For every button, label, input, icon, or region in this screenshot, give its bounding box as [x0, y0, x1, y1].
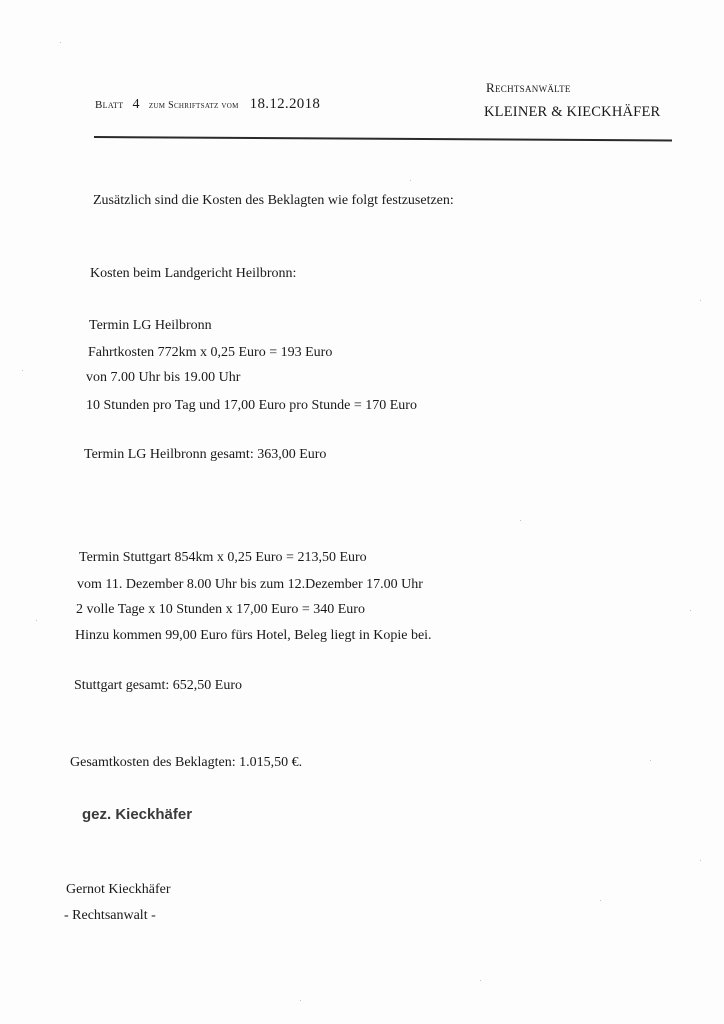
heilbronn-line-2: Fahrtkosten 772km x 0,25 Euro = 193 Euro [88, 345, 333, 360]
reference-label: zum Schriftsatz vom [148, 100, 239, 111]
heilbronn-total: Termin LG Heilbronn gesamt: 363,00 Euro [84, 447, 327, 462]
signature-stamp: gez. Kieckhäfer [82, 806, 193, 823]
stuttgart-line-3: 2 volle Tage x 10 Stunden x 17,00 Euro = 340 Euro [76, 602, 365, 617]
stuttgart-total: Stuttgart gesamt: 652,50 Euro [74, 678, 242, 693]
firm-title: Rechtsanwälte [486, 80, 571, 95]
heilbronn-line-1: Termin LG Heilbronn [89, 318, 212, 333]
stuttgart-line-4: Hinzu kommen 99,00 Euro fürs Hotel, Beleg liegt in Kopie bei. [75, 628, 432, 643]
intro-text: Zusätzlich sind die Kosten des Beklagten wie folgt festzusetzen: [93, 193, 454, 208]
stuttgart-line-1: Termin Stuttgart 854km x 0,25 Euro = 213,50 Euro [79, 550, 367, 565]
sheet-number: 4 [132, 97, 140, 112]
heilbronn-line-4: 10 Stunden pro Tag und 17,00 Euro pro Stunde = 170 Euro [86, 398, 417, 413]
heilbronn-line-3: von 7.00 Uhr bis 19.00 Uhr [86, 370, 241, 385]
section-heading: Kosten beim Landgericht Heilbronn: [90, 266, 297, 281]
firm-name: KLEINER & KIECKHÄFER [484, 104, 661, 120]
reference-date: 18.12.2018 [249, 96, 321, 112]
signatory-title: - Rechtsanwalt - [64, 908, 156, 923]
signatory-name: Gernot Kieckhäfer [66, 882, 171, 897]
header-divider [94, 136, 672, 141]
page-reference [95, 96, 320, 113]
stuttgart-line-2: vom 11. Dezember 8.00 Uhr bis zum 12.Dezember 17.00 Uhr [77, 577, 423, 592]
grand-total: Gesamtkosten des Beklagten: 1.015,50 €. [70, 755, 303, 770]
sheet-label: Blatt [95, 99, 124, 111]
